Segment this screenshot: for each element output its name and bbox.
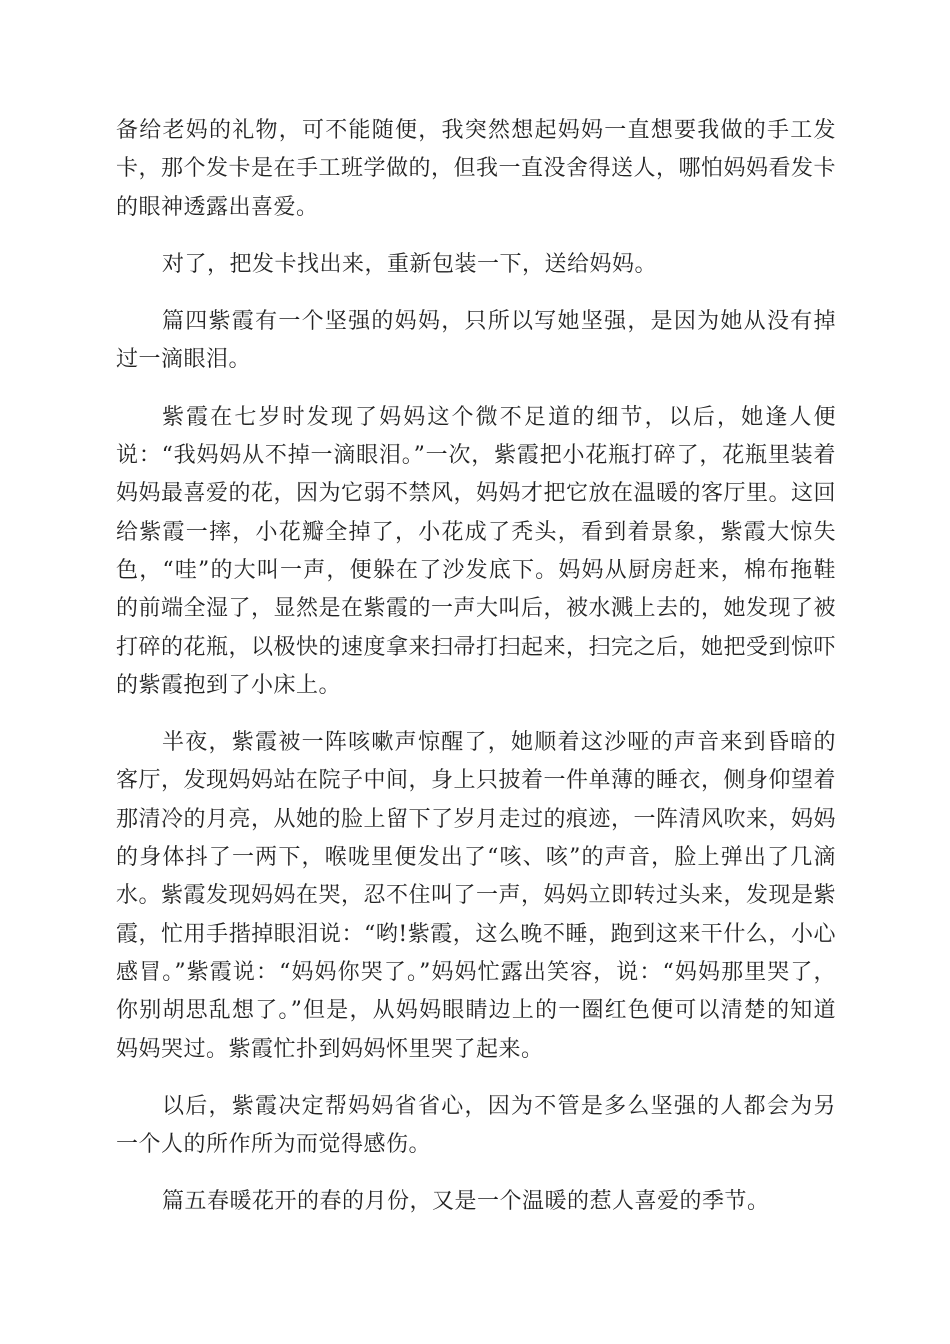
paragraph-6: 以后，紫霞决定帮妈妈省省心，因为不管是多么坚强的人都会为另一个人的所作所为而觉得感伤。 <box>116 1093 836 1158</box>
paragraph-4: 紫霞在七岁时发现了妈妈这个微不足道的细节，以后，她逢人便说：“我妈妈从不掉一滴眼泪。”一次，紫霞把小花瓶打碎了，花瓶里装着妈妈最喜爱的花，因为它弱不禁风，妈妈才把它放在温暖的客厅里。这回给紫霞一摔，小花瓣全掉了，小花成了秃头，看到着景象，紫霞大惊失色，“哇”的大叫一声，便躲在了沙发底下。妈妈从厨房赶来，棉布拖鞋的前端全湿了，显然是在紫霞的一声大叫后，被水溅上去的，她发现了被打碎的花瓶，以极快的速度拿来扫帚打扫起来，扫完之后，她把受到惊吓的紫霞抱到了小床上。 <box>116 404 837 698</box>
document-body <box>116 112 836 1241</box>
paragraph-5: 半夜，紫霞被一阵咳嗽声惊醒了，她顺着这沙哑的声音来到昏暗的客厅，发现妈妈站在院子中间，身上只披着一件单薄的睡衣，侧身仰望着那清冷的月亮，从她的脸上留下了岁月走过的痕迹，一阵清风吹来，妈妈的身体抖了一两下，喉咙里便发出了“咳、咳”的声音，脸上弹出了几滴水。紫霞发现妈妈在哭，忍不住叫了一声，妈妈立即转过头来，发现是紫霞，忙用手揩掉眼泪说：“哟!紫霞，这么晚不睡，跑到这来干什么，小心感冒。”紫霞说：“妈妈你哭了。”妈妈忙露出笑容，说：“妈妈那里哭了，你别胡思乱想了。”但是，从妈妈眼睛边上的一圈红色便可以清楚的知道妈妈哭过。紫霞忙扑到妈妈怀里哭了起来。 <box>116 730 837 1062</box>
paragraph-3: 篇四紫霞有一个坚强的妈妈，只所以写她坚强，是因为她从没有掉过一滴眼泪。 <box>116 309 836 373</box>
paragraph-7: 篇五春暖花开的春的月份，又是一个温暖的惹人喜爱的季节。 <box>162 1189 770 1215</box>
paragraph-1: 备给老妈的礼物，可不能随便，我突然想起妈妈一直想要我做的手工发卡，那个发卡是在手工班学做的，但我一直没舍得送人，哪怕妈妈看发卡的眼神透露出喜爱。 <box>116 118 837 220</box>
paragraph-2: 对了，把发卡找出来，重新包装一下，送给妈妈。 <box>162 251 658 277</box>
